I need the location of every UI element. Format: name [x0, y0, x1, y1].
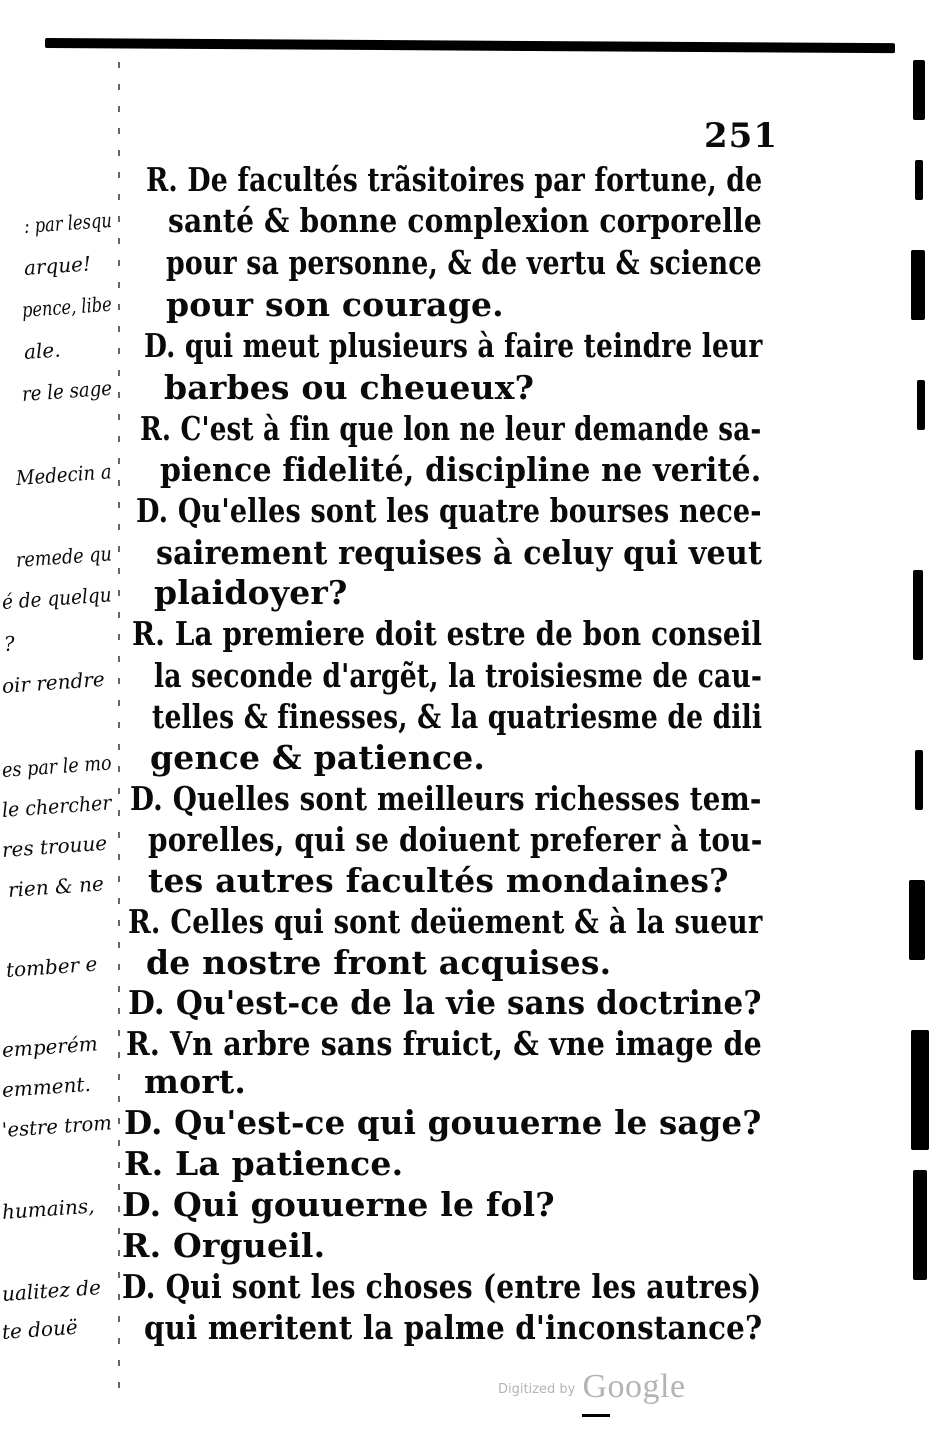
dash-mark: [582, 1414, 610, 1417]
text-line: qui meritent la palme d'inconstance?: [144, 1308, 763, 1347]
margin-note: humains,: [1, 1193, 96, 1224]
margin-note: rien & ne: [7, 871, 105, 902]
text-line: pour sa personne, & de vertu & science: [166, 243, 762, 282]
text-line: R. La patience.: [124, 1144, 404, 1183]
text-line: telles & finesses, & la quatriesme de dili: [152, 697, 763, 736]
watermark-prefix: Digitized by: [498, 1382, 576, 1397]
margin-note: es par le mo: [1, 750, 113, 782]
margin-note: ualitez de: [1, 1275, 102, 1306]
text-line: santé & bonne complexion corporelle: [168, 201, 762, 240]
text-line: D. Qu'est-ce de la vie sans doctrine?: [128, 983, 762, 1022]
margin-note: : par lesqu: [23, 207, 113, 238]
text-line: R. Celles qui sont deüement & à la sueur: [128, 902, 763, 941]
text-line: R. Orgueil.: [122, 1226, 326, 1265]
text-line: D. Qu'elles sont les quatre bourses nece-: [136, 491, 762, 530]
text-line: mort.: [144, 1062, 247, 1101]
margin-note: emment.: [1, 1071, 92, 1102]
margin-note: ?: [3, 631, 16, 656]
text-line: sairement requises à celuy qui veut: [156, 533, 763, 572]
text-line: R. La premiere doit estre de bon conseil: [132, 614, 763, 653]
text-line: D. Quelles sont meilleurs richesses tem-: [130, 779, 762, 818]
text-line: R. De facultés trãsitoires par fortune, de: [146, 160, 763, 199]
margin-note: res trouue: [1, 830, 108, 862]
page-number: 251: [704, 116, 778, 156]
text-line: D. qui meut plusieurs à faire teindre leur: [144, 326, 763, 365]
margin-note: tomber e: [5, 951, 99, 982]
digitized-watermark: [498, 1368, 686, 1406]
text-line: R. C'est à fin que lon ne leur demande sa-: [140, 409, 762, 448]
text-line: plaidoyer?: [154, 573, 348, 612]
margin-note: ale.: [23, 337, 62, 364]
margin-note: re le sage: [21, 375, 113, 406]
margin-note: é de quelqu: [1, 582, 113, 614]
text-line: pour son courage.: [166, 285, 504, 324]
text-line: la seconde d'argẽt, la troisiesme de cau-: [154, 656, 763, 695]
margin-note: arque!: [23, 251, 92, 280]
text-line: de nostre front acquises.: [146, 943, 612, 982]
text-line: D. Qu'est-ce qui gouuerne le sage?: [124, 1103, 762, 1142]
text-line: tes autres facultés mondaines?: [148, 861, 729, 900]
text-line: porelles, qui se doiuent preferer à tou-: [148, 820, 763, 859]
margin-note: 'estre trom: [1, 1110, 113, 1142]
margin-note: emperém: [1, 1031, 99, 1062]
margin-note: remede qu: [15, 541, 113, 572]
margin-note: te douë: [1, 1314, 79, 1344]
margin-note: Medecin a: [15, 459, 113, 490]
margin-note: pence, libe: [21, 291, 113, 322]
margin-note: oir rendre: [1, 666, 106, 698]
text-line: barbes ou cheueux?: [164, 368, 535, 407]
text-line: R. Vn arbre sans fruict, & vne image de: [126, 1024, 762, 1063]
text-line: pience fidelité, discipline ne verité.: [160, 450, 762, 489]
text-line: D. Qui gouuerne le fol?: [122, 1185, 555, 1224]
margin-note: le chercher: [1, 790, 113, 822]
text-line: gence & patience.: [150, 738, 486, 777]
google-logo: Google: [582, 1368, 686, 1405]
text-line: D. Qui sont les choses (entre les autres): [122, 1267, 762, 1306]
